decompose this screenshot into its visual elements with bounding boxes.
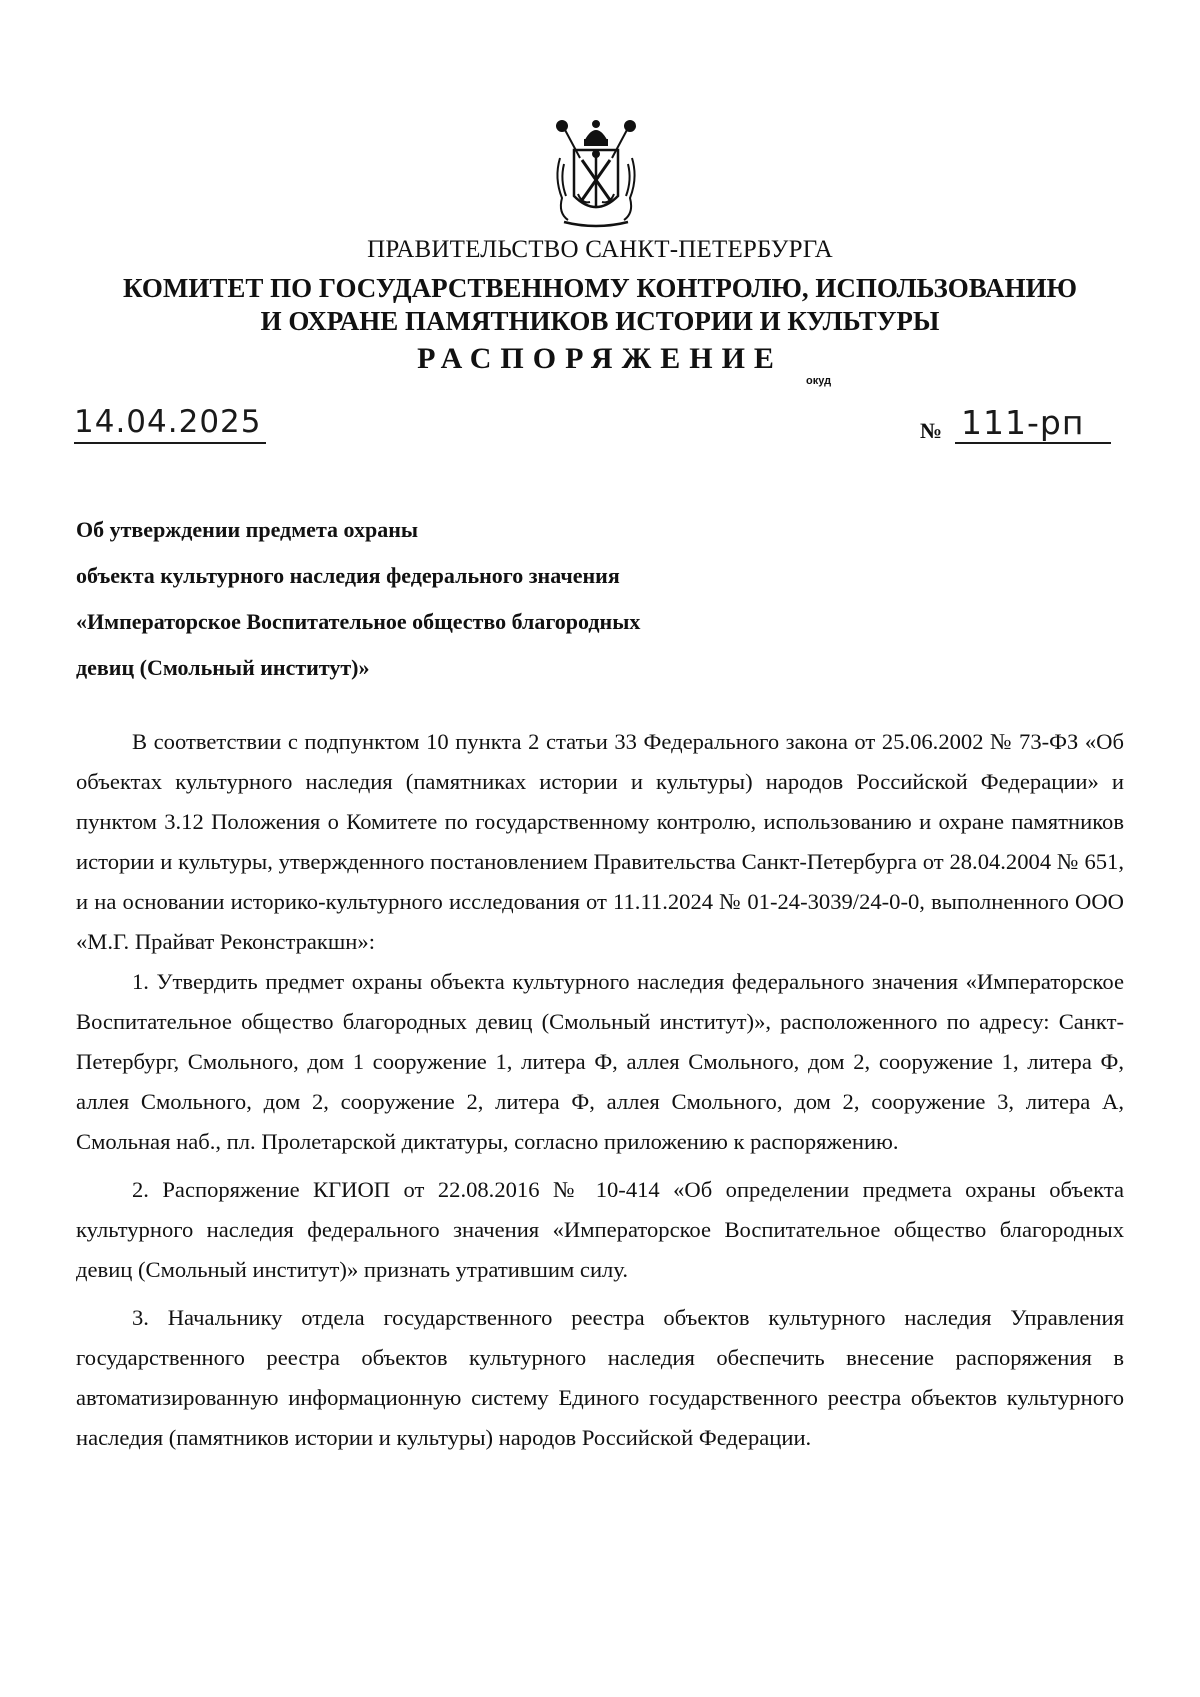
title-line-3: «Императорское Воспитательное общество благородных	[76, 609, 641, 634]
item-3-paragraph: 3. Начальнику отдела государственного реестра объектов культурного наследия Управления государственного реестра объектов культурного наследия обеспечить внесение распоряжения в автоматизированную информационную систему Единого государственного реестра объектов культурного наследия (памятников истории и культуры) народов Российской Федерации.	[76, 1305, 1124, 1450]
document-body	[76, 722, 1124, 1458]
okud-label: окуд	[806, 375, 832, 387]
preamble-paragraph: В соответствии с подпунктом 10 пункта 2 статьи 33 Федерального закона от 25.06.2002 № 73-ФЗ «Об объектах культурного наследия (памятниках истории и культуры) народов Российской Федерации» и пунктом 3.12 Положения о Комитете по государственному контролю, использованию и охране памятников истории и культуры, утвержденного постановлением Правительства Санкт-Петербурга от 28.04.2004 № 651, и на основании историко-культурного исследования от 11.11.2024 № 01-24-3039/24-0-0, выполненного ООО «М.Г. Прайват Реконстракшн»:	[76, 729, 1124, 954]
number-label: №	[920, 418, 943, 443]
title-line-1: Об утверждении предмета охраны	[76, 517, 419, 542]
document-type: РАСПОРЯЖЕНИЕ	[417, 342, 783, 375]
document-number: 111-рп	[955, 404, 1111, 444]
document-date: 14.04.2025	[74, 404, 266, 444]
title-line-4: девиц (Смольный институт)»	[76, 655, 370, 680]
government-name: ПРАВИТЕЛЬСТВО САНКТ-ПЕТЕРБУРГА	[367, 236, 833, 263]
title-line-2: объекта культурного наследия федерального значения	[76, 563, 620, 588]
st-petersburg-coat-of-arms-icon	[550, 118, 642, 228]
item-2-paragraph: 2. Распоряжение КГИОП от 22.08.2016 № 10-414 «Об определении предмета охраны объекта культурного наследия федерального значения «Императорское Воспитательное общество благородных девиц (Смольный институт)» признать утратившим силу.	[76, 1177, 1124, 1282]
committee-name-line-1: КОМИТЕТ ПО ГОСУДАРСТВЕННОМУ КОНТРОЛЮ, ИСПОЛЬЗОВАНИЮ	[123, 273, 1077, 303]
item-1-paragraph: 1. Утвердить предмет охраны объекта культурного наследия федерального значения «Императорское Воспитательное общество благородных девиц (Смольный институт)», расположенного по адресу: Санкт-Петербург, Смольного, дом 1 сооружение 1, литера Ф, аллея Смольного, дом 2, сооружение 1, литера Ф, аллея Смольного, дом 2, сооружение 2, литера Ф, аллея Смольного, дом 2, сооружение 3, литера А, Смольная наб., пл. Пролетарской диктатуры, согласно приложению к распоряжению.	[76, 969, 1124, 1154]
document-title	[76, 517, 796, 701]
committee-name-line-2: И ОХРАНЕ ПАМЯТНИКОВ ИСТОРИИ И КУЛЬТУРЫ	[260, 306, 940, 336]
committee-name	[0, 272, 1200, 338]
